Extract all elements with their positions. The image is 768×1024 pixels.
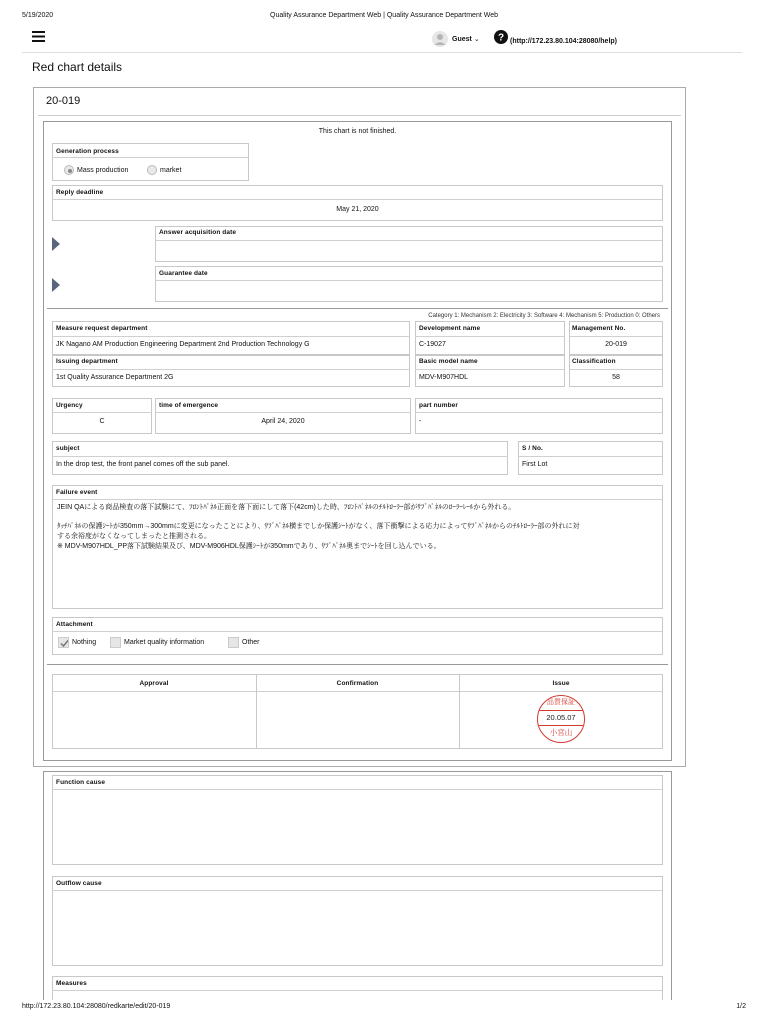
sno-value[interactable]: First Lot [522, 461, 548, 468]
user-name: Guest [452, 35, 472, 43]
spacer [57, 513, 659, 522]
issuing-department-value: 1st Quality Assurance Department 2G [56, 374, 174, 381]
nav-divider [22, 52, 742, 53]
development-name-label: Development name [419, 325, 481, 332]
divider [52, 691, 663, 692]
checkbox-icon [110, 637, 121, 648]
svg-text:?: ? [497, 32, 505, 44]
checkbox-label: Nothing [72, 639, 97, 646]
print-date: 5/19/2020 [22, 12, 54, 19]
radio-icon [64, 165, 74, 175]
outflow-cause-input[interactable] [57, 895, 657, 961]
divider [52, 789, 663, 790]
user-menu[interactable] [432, 31, 480, 47]
attachment-label: Attachment [56, 621, 93, 628]
guarantee-date-input[interactable] [160, 287, 660, 299]
classification-label: Classification [572, 358, 616, 365]
divider [569, 336, 663, 337]
part-number-label: part number [419, 402, 459, 409]
expand-arrow-icon[interactable] [52, 237, 60, 251]
answer-acquisition-label: Answer acquisition date [159, 229, 237, 236]
help-icon [494, 30, 508, 44]
divider [52, 369, 410, 370]
failure-line: する余裕度がなくなってしまったと推測される。 [57, 533, 211, 540]
chevron-down-icon: ⌄ [473, 36, 480, 43]
avatar [432, 31, 448, 47]
print-title: Quality Assurance Department Web | Quality Assurance Department Web [270, 12, 498, 19]
part-number-value[interactable]: - [419, 418, 422, 425]
divider [569, 369, 663, 370]
failure-line: ※ MDV-M907HDL_PP落下試験結果及び、MDV-M906HDL保護ｼｰﾄが350mmであり、ｻﾌﾞﾊﾟﾈﾙ奥までｼｰﾄを回し込んでいる。 [57, 543, 441, 550]
measure-request-value: JK Nagano AM Production Engineering Department 2nd Production Technology G [56, 341, 310, 348]
answer-acquisition-input[interactable] [160, 247, 660, 259]
attachment-box [52, 617, 663, 655]
divider [415, 412, 663, 413]
function-cause-input[interactable] [57, 794, 657, 860]
failure-line: JEIN QAによる商品検査の落下試験にて、ﾌﾛﾝﾄﾊﾟﾈﾙ正面を落下面にして落下(42cm)した時、ﾌﾛﾝﾄﾊﾟﾈﾙのﾁﾙﾄﾛｰﾗｰ部がｻﾌﾞﾊﾟﾈﾙのﾛｰﾗｰﾚｰﾙから外れる。 [57, 504, 516, 511]
divider [52, 199, 663, 200]
subject-value[interactable]: In the drop test, the front panel comes off the sub panel. [56, 461, 230, 468]
category-note: Category 1: Mechanism 2: Electricity 3: Software 4: Mechanism 5: Production 0: Others [428, 313, 660, 319]
checkbox-other[interactable] [228, 637, 260, 648]
emergence-label: time of emergence [159, 402, 219, 409]
radio-icon [147, 165, 157, 175]
failure-event-label: Failure event [56, 489, 98, 496]
basic-model-value: MDV-M907HDL [419, 374, 469, 381]
stamp-line [538, 725, 584, 726]
page-title: Red chart details [32, 60, 123, 74]
checkbox-label: Other [242, 639, 260, 646]
issuing-department-label: Issuing department [56, 358, 118, 365]
unfinished-notice: This chart is not finished. [318, 128, 397, 135]
section-divider [47, 664, 668, 665]
card-divider [38, 115, 681, 116]
divider [415, 336, 565, 337]
hamburger-menu-icon[interactable] [32, 31, 45, 42]
failure-line: ﾀｯﾁﾊﾟﾈﾙの保護ｼｰﾄが350mm→300mmに変更になったことにより、ｻﾌﾞﾊﾟﾈﾙ横までしか保護ｼｰﾄがなく、落下衝撃による応力によってｻﾌﾞﾊﾟﾈﾙからのﾁﾙﾄﾛｰﾗｰ部の外れに対 [57, 523, 580, 530]
checkbox-icon [228, 637, 239, 648]
classification-value: 58 [612, 374, 620, 381]
measures-label: Measures [56, 980, 87, 987]
development-name-value: C-19027 [419, 341, 446, 348]
radio-mass-production[interactable] [64, 165, 128, 175]
reply-deadline-label: Reply deadline [56, 189, 104, 196]
checkbox-label: Market quality information [124, 639, 205, 646]
failure-event-text[interactable] [57, 503, 659, 552]
divider [52, 890, 663, 891]
radio-market[interactable] [147, 165, 181, 175]
checkbox-icon [58, 637, 69, 648]
issue-stamp [537, 695, 585, 743]
management-no-value: 20-019 [605, 341, 627, 348]
guarantee-date-label: Guarantee date [159, 270, 208, 277]
chart-id: 20-019 [46, 95, 81, 107]
confirmation-header: Confirmation [336, 680, 379, 687]
check-icon [59, 638, 70, 649]
sno-label: S / No. [522, 445, 543, 452]
reply-deadline-value[interactable]: May 21, 2020 [336, 206, 379, 213]
divider [52, 157, 249, 158]
section-divider [47, 308, 668, 309]
management-no-label: Management No. [572, 325, 626, 332]
divider [155, 240, 663, 241]
print-url: http://172.23.80.104:28080/redkarte/edit/20-019 [22, 1003, 171, 1010]
stamp-top: 品質保証 [547, 699, 575, 706]
emergence-value[interactable]: April 24, 2020 [261, 418, 305, 425]
issue-header: Issue [552, 680, 570, 687]
subject-box [52, 441, 508, 475]
stamp-date: 20.05.07 [546, 713, 576, 722]
divider [52, 990, 663, 991]
generation-process-label: Generation process [56, 148, 119, 155]
measure-request-label: Measure request department [56, 325, 148, 332]
help-link[interactable] [494, 30, 617, 44]
help-url: (http://172.23.80.104:28080/help) [510, 37, 617, 45]
reply-deadline-box [52, 185, 663, 221]
divider [155, 280, 663, 281]
divider [52, 631, 663, 632]
divider [518, 456, 663, 457]
function-cause-label: Function cause [56, 779, 106, 786]
stamp-line [538, 710, 584, 711]
stamp-name: 小宮山 [549, 728, 573, 737]
urgency-label: Urgency [56, 402, 83, 409]
divider [155, 412, 411, 413]
approval-header: Approval [139, 680, 169, 687]
checkbox-nothing[interactable] [58, 637, 96, 648]
print-page: 1/2 [736, 1003, 746, 1010]
subject-label: subject [56, 445, 80, 452]
divider [52, 499, 663, 500]
radio-label: market [160, 166, 182, 174]
expand-arrow-icon[interactable] [52, 278, 60, 292]
outflow-cause-label: Outflow cause [56, 880, 102, 887]
divider [415, 369, 565, 370]
radio-label: Mass production [77, 166, 129, 174]
divider [52, 412, 152, 413]
divider [52, 336, 410, 337]
divider [52, 456, 508, 457]
basic-model-label: Basic model name [419, 358, 478, 365]
urgency-value[interactable]: C [99, 418, 105, 425]
checkbox-market-quality[interactable] [110, 637, 204, 648]
